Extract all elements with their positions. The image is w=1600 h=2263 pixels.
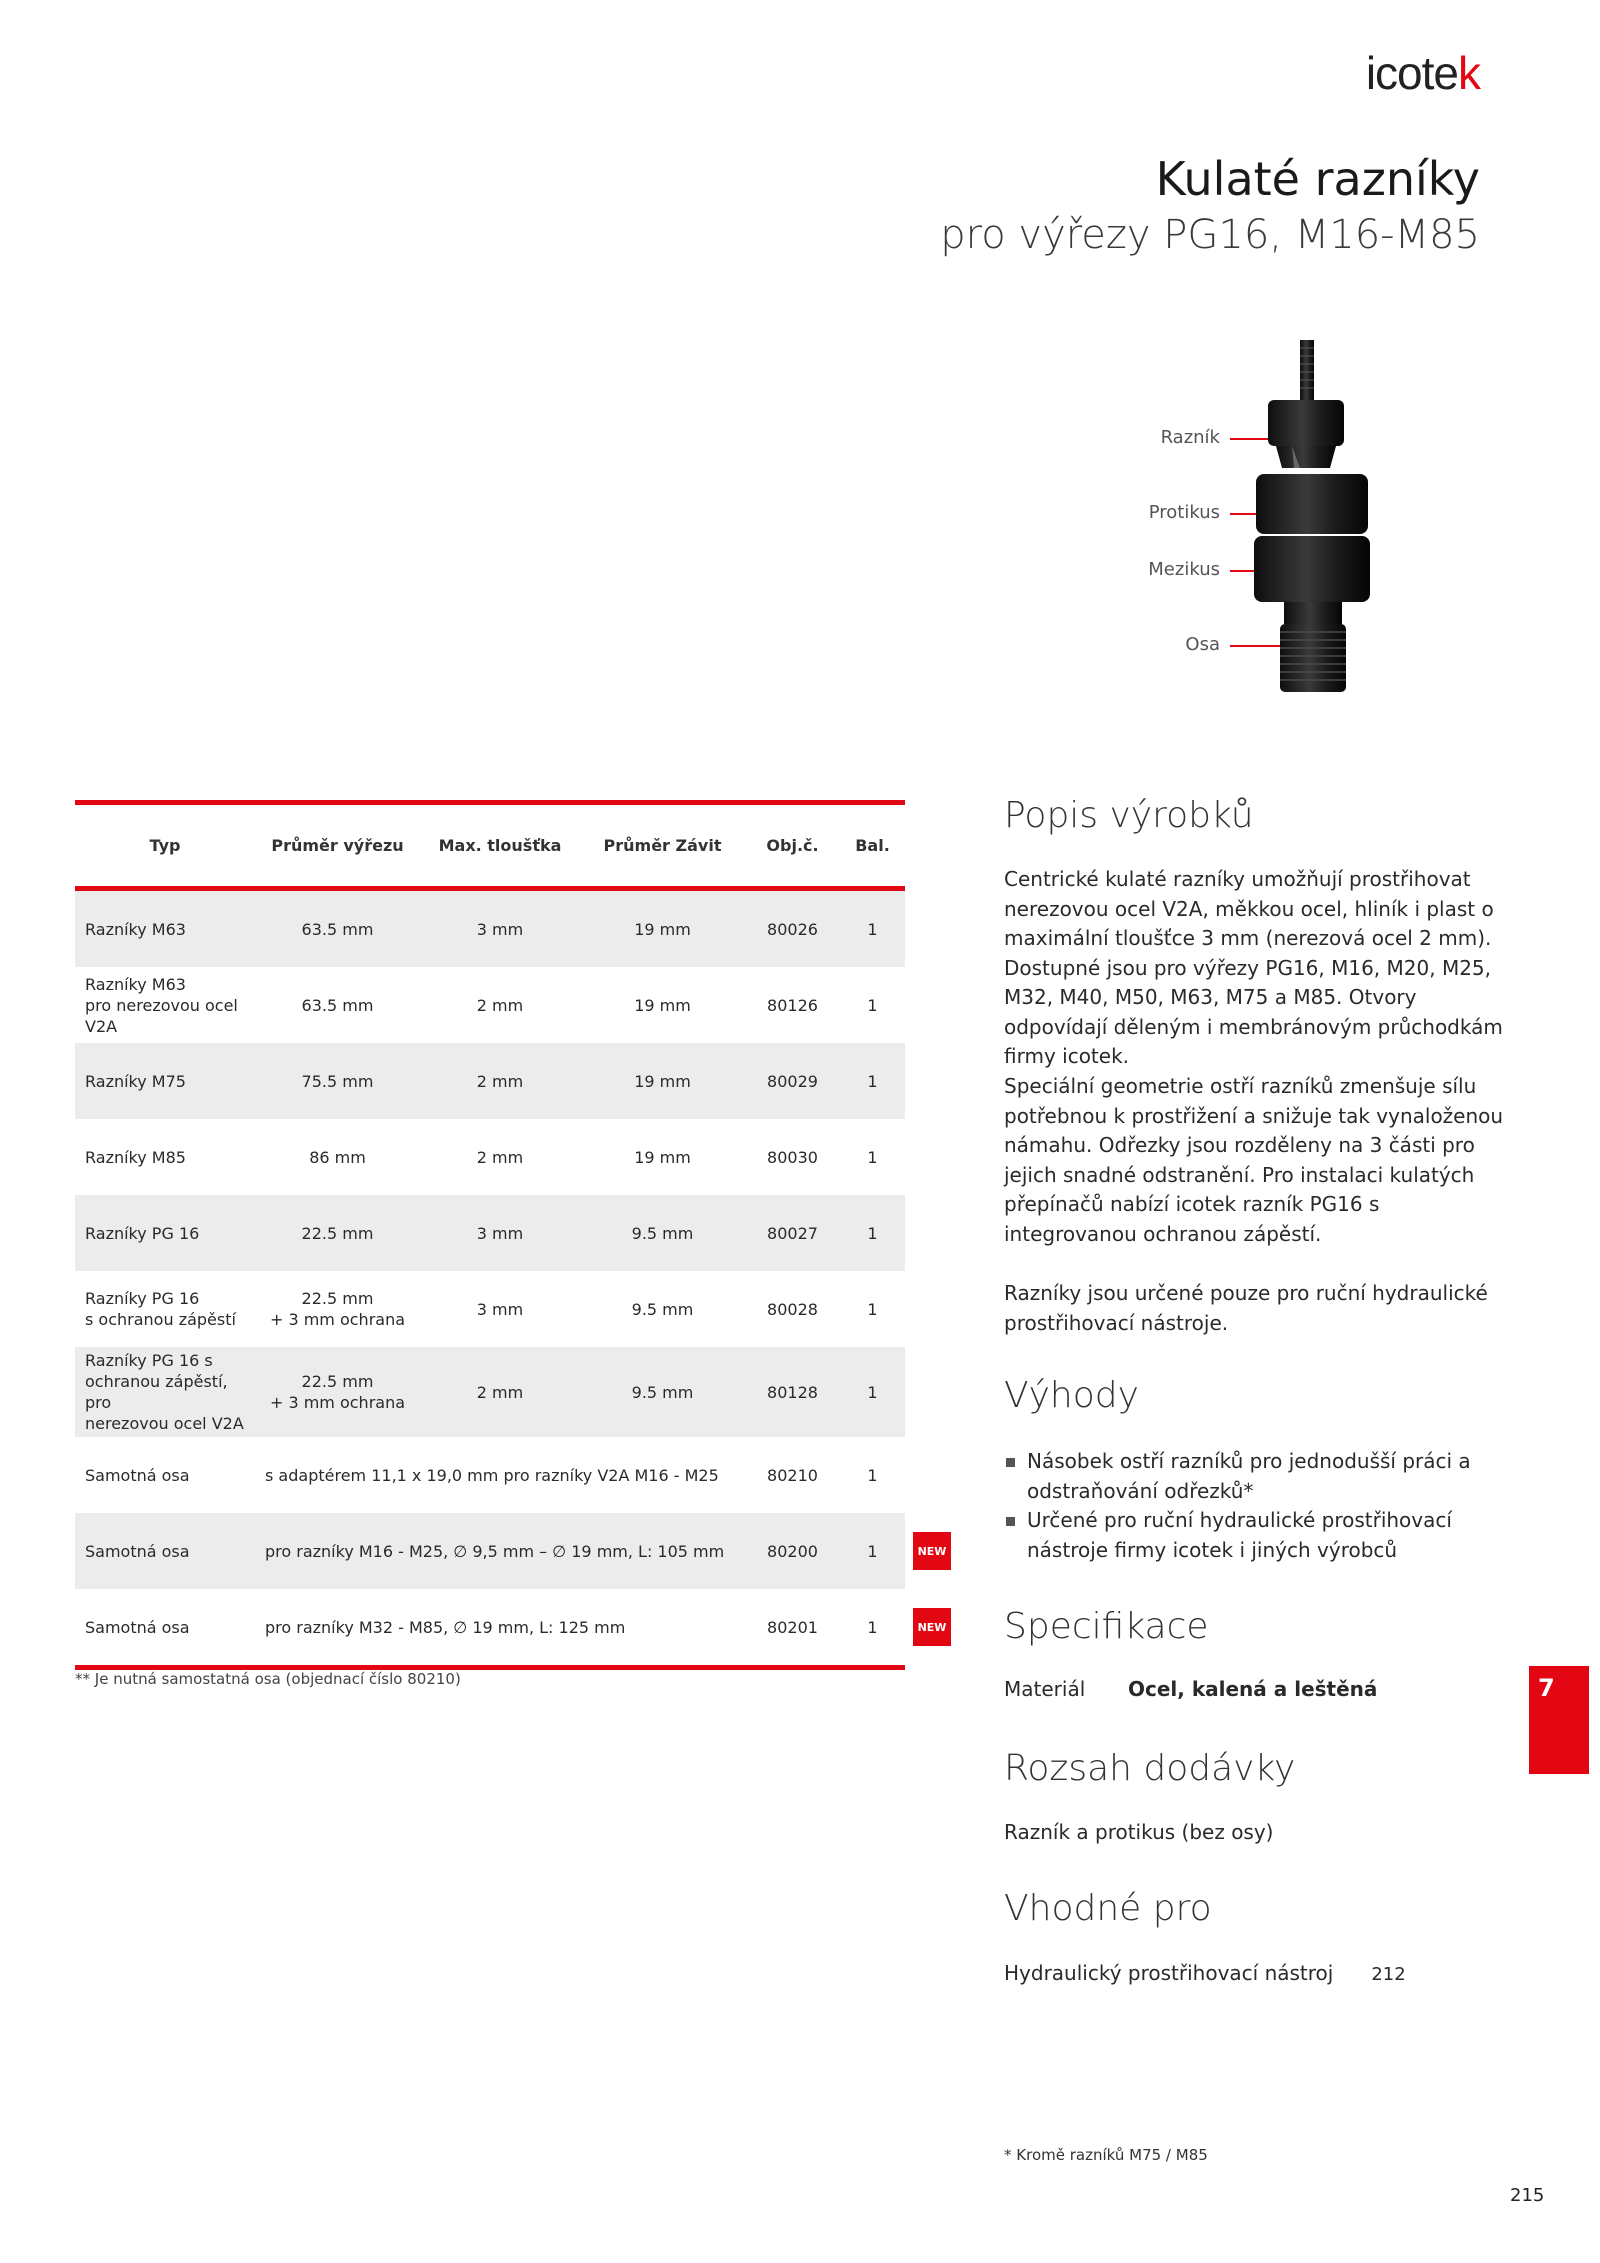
table-row [75, 967, 905, 1043]
bullet-square-icon [1006, 1517, 1015, 1526]
header-bal: Bal. [855, 836, 890, 855]
cell-prumer-zavit: 9.5 mm [580, 1347, 745, 1437]
suitable-row [1004, 1961, 1406, 1985]
cell-obj-c: 80026 [745, 891, 840, 967]
cell-bal: 1 [840, 967, 905, 1043]
cell-prumer-zavit: 19 mm [580, 967, 745, 1043]
cell-prumer-zavit: 19 mm [580, 1119, 745, 1195]
table-row [75, 1589, 905, 1665]
logo-text: icote [1365, 47, 1458, 99]
cell-bal: 1 [840, 1347, 905, 1437]
cell-bal: 1 [840, 1271, 905, 1347]
heading-specifikace: Specifikace [1004, 1606, 1209, 1647]
description-paragraph-3: Razníky jsou určené pouze pro ruční hydraulické prostřihovací nástroje. [1004, 1281, 1488, 1335]
cell-typ: Razníky M63 [75, 891, 255, 967]
cell-typ: Razníky M75 [75, 1043, 255, 1119]
cell-bal: 1 [840, 1589, 905, 1665]
product-table [75, 800, 905, 1670]
cell-max-tloustka: 3 mm [420, 1195, 580, 1271]
cell-bal: 1 [840, 1119, 905, 1195]
advantages-list [1004, 1447, 1514, 1565]
header-max-tloustka: Max. tloušťka [438, 836, 562, 855]
new-badge: NEW [913, 1532, 951, 1570]
cell-max-tloustka: 3 mm [420, 1271, 580, 1347]
icotek-logo [1366, 46, 1480, 100]
cell-prumer-vyrezu: 22.5 mm + 3 mm ochrana [255, 1347, 420, 1437]
cell-typ: Samotná osa [75, 1437, 255, 1513]
cell-obj-c: 80201 [745, 1589, 840, 1665]
callout-mezikus: Mezikus [1148, 559, 1220, 580]
cell-prumer-zavit: 19 mm [580, 891, 745, 967]
bullet-square-icon [1006, 1458, 1015, 1467]
cell-prumer-zavit: 9.5 mm [580, 1195, 745, 1271]
chapter-tab[interactable] [1529, 1666, 1589, 1774]
cell-prumer-vyrezu: 86 mm [255, 1119, 420, 1195]
cell-typ: Razníky PG 16 [75, 1195, 255, 1271]
cell-description: pro razníky M16 - M25, ∅ 9,5 mm – ∅ 19 mm, L: 105 mm [255, 1513, 745, 1589]
advantage-text: Násobek ostří razníků pro jednodušší práci a odstraňování odřezků* [1027, 1449, 1471, 1503]
cell-max-tloustka: 2 mm [420, 967, 580, 1043]
advantage-item [1004, 1447, 1514, 1506]
description-paragraph-2: Speciální geometrie ostří razníků zmenšuje sílu potřebnou k prostřižení a snižuje tak vynaloženou námahu. Odřezky jsou rozděleny na 3 části pro jejich snadné odstranění. Pro instalaci kulatých přepínačů nabízí icotek razník PG16 s integrovanou ochranou zápěstí. [1004, 1074, 1504, 1246]
cell-typ: Razníky M85 [75, 1119, 255, 1195]
chapter-number: 7 [1538, 1674, 1555, 1702]
cell-bal: 1 [840, 891, 905, 967]
spec-value: Ocel, kalená a leštěná [1128, 1677, 1378, 1701]
advantages-footnote: * Kromě razníků M75 / M85 [1004, 2146, 1208, 2164]
cell-max-tloustka: 2 mm [420, 1119, 580, 1195]
callout-protikus: Protikus [1148, 502, 1220, 523]
cell-max-tloustka: 2 mm [420, 1347, 580, 1437]
table-row [75, 1119, 905, 1195]
cell-prumer-vyrezu: 63.5 mm [255, 891, 420, 967]
cell-typ: Razníky M63 pro nerezovou ocel V2A [75, 967, 255, 1043]
cell-typ: Razníky PG 16 s ochranou zápěstí [75, 1271, 255, 1347]
cell-obj-c: 80210 [745, 1437, 840, 1513]
heading-popis: Popis výrobků [1004, 795, 1254, 836]
cell-obj-c: 80200 [745, 1513, 840, 1589]
page-number: 215 [1510, 2185, 1545, 2206]
cell-obj-c: 80027 [745, 1195, 840, 1271]
heading-vyhody: Výhody [1004, 1375, 1139, 1416]
heading-rozsah-dodavky: Rozsah dodávky [1004, 1748, 1296, 1789]
logo-accent: k [1458, 47, 1480, 99]
table-footnote: ** Je nutná samostatná osa (objednací číslo 80210) [75, 1670, 461, 1688]
callout-osa: Osa [1185, 634, 1220, 655]
table-row [75, 1513, 905, 1589]
cell-prumer-vyrezu: 22.5 mm [255, 1195, 420, 1271]
page-subtitle: pro výřezy PG16, M16-M85 [940, 212, 1480, 258]
table-row [75, 1271, 905, 1347]
cell-obj-c: 80128 [745, 1347, 840, 1437]
cell-bal: 1 [840, 1043, 905, 1119]
advantage-item [1004, 1506, 1514, 1565]
table-row [75, 891, 905, 967]
cell-typ: Samotná osa [75, 1513, 255, 1589]
cell-obj-c: 80126 [745, 967, 840, 1043]
cell-max-tloustka: 3 mm [420, 891, 580, 967]
cell-obj-c: 80029 [745, 1043, 840, 1119]
spec-material-row [1004, 1677, 1377, 1701]
cell-typ: Razníky PG 16 s ochranou zápěstí, pro nerezovou ocel V2A [75, 1347, 255, 1437]
cell-typ: Samotná osa [75, 1589, 255, 1665]
cell-prumer-vyrezu: 75.5 mm [255, 1043, 420, 1119]
table-row [75, 1043, 905, 1119]
cell-bal: 1 [840, 1195, 905, 1271]
header-prumer-zavit: Průměr Závit [603, 836, 722, 855]
new-badge: NEW [913, 1608, 951, 1646]
cell-obj-c: 80030 [745, 1119, 840, 1195]
cell-description: s adaptérem 11,1 x 19,0 mm pro razníky V2A M16 - M25 [255, 1437, 745, 1513]
header-prumer-vyrezu: Průměr výřezu [271, 836, 404, 855]
header-obj-c: Obj.č. [766, 836, 819, 855]
callout-raznik: Razník [1160, 427, 1220, 448]
heading-vhodne-pro: Vhodné pro [1004, 1888, 1212, 1929]
cell-obj-c: 80028 [745, 1271, 840, 1347]
product-figure [1100, 340, 1400, 720]
delivery-text: Razník a protikus (bez osy) [1004, 1820, 1274, 1844]
suitable-item: Hydraulický prostřihovací nástroj [1004, 1961, 1334, 1985]
cell-bal: 1 [840, 1513, 905, 1589]
cell-bal: 1 [840, 1437, 905, 1513]
table-row [75, 1347, 905, 1437]
cell-prumer-vyrezu: 63.5 mm [255, 967, 420, 1043]
cell-prumer-vyrezu: 22.5 mm + 3 mm ochrana [255, 1271, 420, 1347]
description-paragraph-1: Centrické kulaté razníky umožňují prostřihovat nerezovou ocel V2A, měkkou ocel, hliník i plast o maximální tloušťce 3 mm (nerezová ocel 2 mm). Dostupné jsou pro výřezy PG16, M16, M20, M25, M32, M40, M50, M63, M75 a M85. Otvory odpovídají děleným i membránovým průchodkám firmy icotek. [1004, 867, 1503, 1068]
punch-tool-image [1100, 340, 1400, 720]
cell-description: pro razníky M32 - M85, ∅ 19 mm, L: 125 mm [255, 1589, 745, 1665]
table-row [75, 1195, 905, 1271]
cell-prumer-zavit: 19 mm [580, 1043, 745, 1119]
page-title: Kulaté razníky [1155, 152, 1480, 206]
advantage-text: Určené pro ruční hydraulické prostřihovací nástroje firmy icotek i jiných výrobců [1027, 1508, 1452, 1562]
header-typ: Typ [149, 836, 181, 855]
cell-max-tloustka: 2 mm [420, 1043, 580, 1119]
spec-label: Materiál [1004, 1677, 1086, 1701]
suitable-page-ref[interactable]: 212 [1371, 1964, 1406, 1985]
table-row [75, 1437, 905, 1513]
cell-prumer-zavit: 9.5 mm [580, 1271, 745, 1347]
